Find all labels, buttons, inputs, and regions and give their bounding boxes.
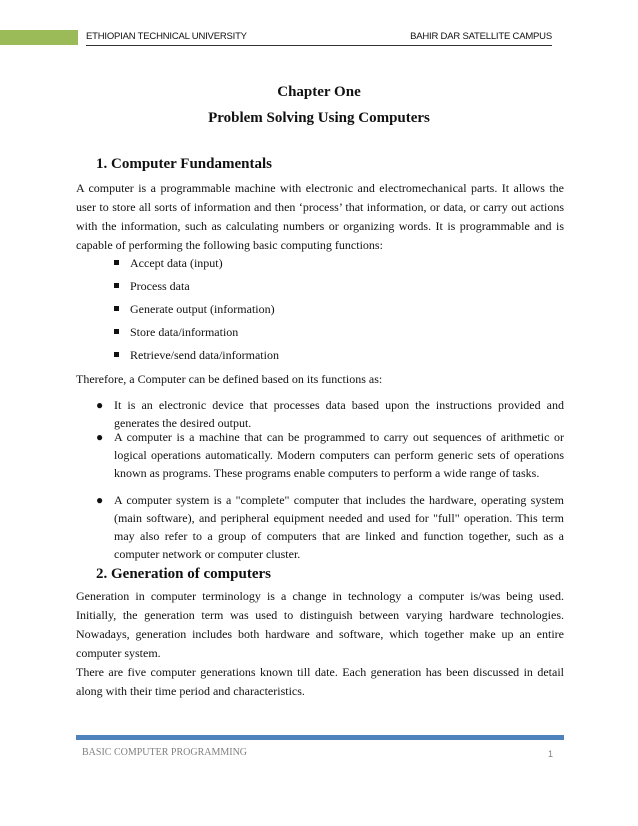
round-bullet-icon: ● [96,430,104,444]
chapter-title: Chapter One [277,84,361,100]
function-item [114,302,275,317]
header-university: ETHIOPIAN TECHNICAL UNIVERSITY [86,31,247,42]
section2-paragraph-1: Generation in computer terminology is a change in technology a computer is/was being used. Initially, the generation term was used to distinguish between varying hardware technologies. Nowadays, generation includes both hardware and software, which together make up an entire computer system. [76,589,564,660]
square-bullet-icon [114,283,119,288]
function-item [114,325,238,340]
function-text: Retrieve/send data/information [130,348,279,362]
function-item [114,256,223,271]
function-item [114,279,190,294]
square-bullet-icon [114,352,119,357]
section1-heading: 1. Computer Fundamentals [96,156,272,172]
square-bullet-icon [114,306,119,311]
definition-intro: Therefore, a Computer can be defined based on its functions as: [76,372,383,386]
function-text: Accept data (input) [130,256,223,270]
section1-intro: A computer is a programmable machine with electronic and electromechanical parts. It allows the user to store all sorts of information and then ‘process’ that information, or data, or carry out actions with the information, such as calculating numbers or organizing words. It is programmable and is capable of performing the following basic computing functions: [76,181,564,252]
page-header [86,31,552,46]
definition-item [96,491,564,563]
round-bullet-icon: ● [96,493,104,507]
function-item [114,348,279,363]
definition-text: A computer system is a "complete" computer that includes the hardware, operating system (main software), and peripheral equipment needed and used for "full" operation. This term may also refer to a group of computers that are linked and function together, such as a computer network or computer cluster. [114,493,564,561]
footer-course-name: BASIC COMPUTER PROGRAMMING [82,747,248,758]
footer-rule [76,735,564,740]
header-accent-bar [0,30,78,45]
section2-paragraph-2: There are five computer generations known till date. Each generation has been discussed in detail along with their time period and characteristics. [76,665,564,698]
section2-heading: 2. Generation of computers [96,566,271,582]
square-bullet-icon [114,260,119,265]
function-text: Process data [130,279,190,293]
round-bullet-icon: ● [96,398,104,412]
definition-text: It is an electronic device that processes data based upon the instructions provided and generates the desired output. [114,398,564,430]
definition-item [96,428,564,482]
function-text: Store data/information [130,325,239,339]
chapter-subtitle: Problem Solving Using Computers [208,110,430,126]
definition-item [96,396,564,432]
function-text: Generate output (information) [130,302,275,316]
header-campus: BAHIR DAR SATELLITE CAMPUS [410,31,552,42]
page-number: 1 [548,749,554,759]
definition-text: A computer is a machine that can be programmed to carry out sequences of arithmetic or logical operations automatically. Modern computers can perform generic sets of operations known as programs. These programs enable computers to perform a wide range of tasks. [114,430,564,480]
square-bullet-icon [114,329,119,334]
